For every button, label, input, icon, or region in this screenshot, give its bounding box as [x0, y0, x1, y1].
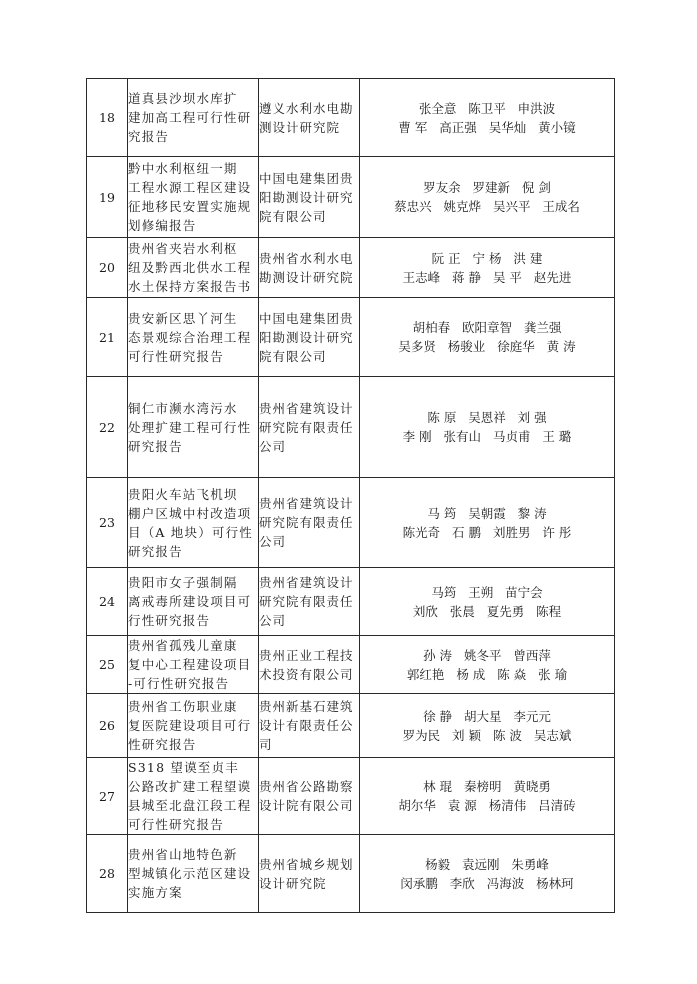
table-row — [87, 568, 615, 636]
personnel-line: 杨毅 袁远刚 朱勇峰 — [425, 856, 549, 872]
personnel-line: 王志峰 蒋 静 吴 平 赵先进 — [402, 269, 572, 285]
table-row — [87, 636, 615, 694]
personnel-line: 林 琨 秦榜明 黄晓勇 — [423, 779, 551, 794]
personnel-cell — [360, 377, 615, 478]
project-name-cell — [128, 835, 259, 913]
design-unit-cell — [259, 568, 360, 636]
project-name: 贵安新区思丫河生 态景观综合治理工程 可行性研究报告 — [128, 310, 252, 364]
project-name: 黔中水利枢纽一期 工程水源工程区建设 征地移民安置实施规 划修编报告 — [128, 161, 252, 233]
design-unit-cell — [259, 478, 360, 568]
project-name: 铜仁市濒水湾污水 处理扩建工程可行性 研究报告 — [128, 400, 252, 454]
table-row — [87, 79, 615, 157]
personnel-line: 马 筠 吴朝霞 黎 涛 — [427, 505, 547, 521]
personnel-cell — [360, 694, 615, 758]
design-unit-cell — [259, 298, 360, 377]
design-unit: 贵州省城乡规划 设计研究院 — [259, 856, 354, 891]
project-name-cell — [128, 298, 259, 377]
table-row — [87, 377, 615, 478]
project-name-cell — [128, 636, 259, 694]
row-number: 20 — [87, 238, 128, 298]
design-unit: 贵州省水利水电 勘测设计研究院 — [259, 250, 354, 285]
row-number: 26 — [87, 694, 128, 758]
award-table — [86, 78, 615, 913]
personnel-line: 罗友余 罗建新 倪 剑 — [423, 180, 551, 195]
project-name-cell — [128, 758, 259, 835]
personnel-line: 马筠 王朔 苗宁会 — [431, 584, 543, 600]
project-name: 贵州省工伤职业康 复医院建设项目可行 性研究报告 — [128, 699, 252, 752]
personnel-cell — [360, 157, 615, 238]
personnel-line: 李 刚 张有山 马贞甫 王 璐 — [402, 429, 572, 444]
design-unit: 中国电建集团贵 阳勘测设计研究 院有限公司 — [259, 170, 354, 224]
design-unit-cell — [259, 835, 360, 913]
personnel-line: 曹 军 高正强 吴华灿 黄小镜 — [398, 119, 576, 135]
design-unit: 中国电建集团贵 阳勘测设计研究 院有限公司 — [259, 310, 354, 364]
project-name: S318 望谟至贞丰 公路改扩建工程望谟 县城至北盘江段工程 可行性研究报告 — [128, 760, 252, 832]
project-name-cell — [128, 568, 259, 636]
personnel-line: 徐 静 胡大星 李元元 — [423, 708, 551, 724]
personnel-cell — [360, 568, 615, 636]
table-row — [87, 694, 615, 758]
design-unit-cell — [259, 79, 360, 157]
project-name-cell — [128, 79, 259, 157]
design-unit-cell — [259, 636, 360, 694]
row-number: 24 — [87, 568, 128, 636]
project-name: 贵州省孤残儿童康 复中心工程建设项目 -可行性研究报告 — [128, 638, 252, 691]
row-number: 21 — [87, 298, 128, 377]
design-unit-cell — [259, 377, 360, 478]
row-number: 19 — [87, 157, 128, 238]
project-name: 道真县沙坝水库扩 建加高工程可行性研 究报告 — [128, 91, 252, 144]
project-name-cell — [128, 377, 259, 478]
table-row — [87, 298, 615, 377]
design-unit: 遵义水利水电勘 测设计研究院 — [259, 100, 354, 135]
personnel-line: 陈光奇 石 鹏 刘胜男 许 彤 — [402, 524, 572, 540]
design-unit-cell — [259, 694, 360, 758]
table-row — [87, 157, 615, 238]
personnel-line: 陈 原 吴恩祥 刘 强 — [427, 410, 547, 425]
personnel-cell — [360, 758, 615, 835]
personnel-line: 闵承鹏 李欣 冯海波 杨林珂 — [400, 875, 574, 891]
row-number: 27 — [87, 758, 128, 835]
row-number: 18 — [87, 79, 128, 157]
personnel-cell — [360, 298, 615, 377]
project-name: 贵州省山地特色新 型城镇化示范区建设 实施方案 — [128, 847, 252, 900]
table-row — [87, 835, 615, 913]
table-row — [87, 238, 615, 298]
project-name-cell — [128, 238, 259, 298]
row-number: 23 — [87, 478, 128, 568]
row-number: 28 — [87, 835, 128, 913]
personnel-line: 蔡忠兴 姚克烨 吴兴平 王成名 — [394, 199, 580, 214]
table-row — [87, 758, 615, 835]
project-name-cell — [128, 157, 259, 238]
project-name: 贵阳市女子强制隔 离戒毒所建设项目可 行性研究报告 — [128, 575, 252, 628]
row-number: 25 — [87, 636, 128, 694]
design-unit: 贵州省建筑设计 研究院有限责任 公司 — [259, 496, 354, 549]
project-name-cell — [128, 478, 259, 568]
row-number: 22 — [87, 377, 128, 478]
project-name: 贵州省夹岩水利枢 纽及黔西北供水工程 水土保持方案报告书 — [128, 241, 252, 294]
table-row — [87, 478, 615, 568]
design-unit-cell — [259, 758, 360, 835]
personnel-cell — [360, 636, 615, 694]
personnel-cell — [360, 79, 615, 157]
personnel-line: 阮 正 宁 杨 洪 建 — [431, 250, 543, 266]
design-unit: 贵州正业工程技 术投资有限公司 — [259, 647, 354, 682]
design-unit-cell — [259, 157, 360, 238]
project-name: 贵阳火车站飞机坝 棚户区城中村改造项 目（A 地块）可行性 研究报告 — [128, 486, 254, 559]
design-unit: 贵州省公路勘察 设计院有限公司 — [259, 779, 354, 813]
personnel-line: 吴多贤 杨骏业 徐庭华 黄 涛 — [398, 339, 576, 354]
personnel-cell — [360, 238, 615, 298]
project-name-cell — [128, 694, 259, 758]
personnel-cell — [360, 835, 615, 913]
personnel-cell — [360, 478, 615, 568]
personnel-line: 刘欣 张晨 夏先勇 陈程 — [412, 603, 562, 619]
design-unit-cell — [259, 238, 360, 298]
personnel-line: 胡柏春 欧阳章智 龚兰强 — [412, 320, 562, 335]
personnel-line: 罗为民 刘 颖 陈 波 吴志斌 — [402, 727, 572, 743]
design-unit: 贵州新基石建筑 设计有限责任公 司 — [259, 699, 354, 752]
design-unit: 贵州省建筑设计 研究院有限责任 公司 — [259, 400, 354, 454]
personnel-line: 张全意 陈卫平 申洪波 — [418, 100, 556, 116]
personnel-line: 孙 涛 姚冬平 曾西萍 — [423, 647, 551, 663]
award-table-body — [87, 79, 615, 913]
personnel-line: 胡尔华 袁 源 杨清伟 吕清砖 — [398, 798, 576, 813]
design-unit: 贵州省建筑设计 研究院有限责任 公司 — [259, 575, 354, 628]
personnel-line: 郭红艳 杨 成 陈 焱 张 瑜 — [406, 666, 568, 682]
